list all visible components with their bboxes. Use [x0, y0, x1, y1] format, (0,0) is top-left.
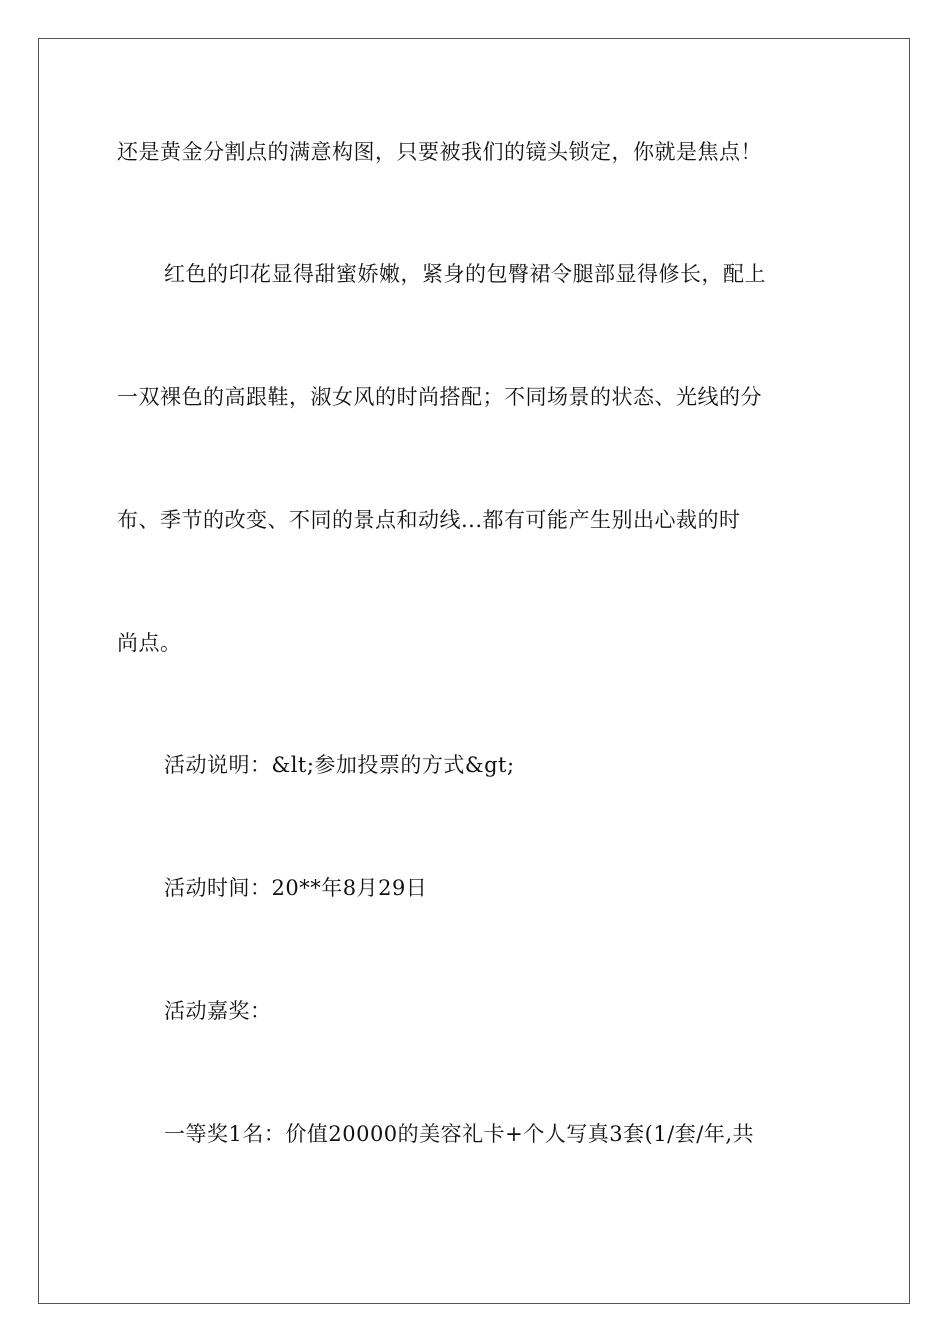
paragraph-line-5: 尚点。: [117, 631, 182, 655]
paragraph-line-4: 布、季节的改变、不同的景点和动线...都有可能产生别出心裁的时: [117, 508, 741, 532]
paragraph-line-3: 一双裸色的高跟鞋，淑女风的时尚搭配；不同场景的状态、光线的分: [117, 385, 762, 409]
activity-description: 活动说明：&lt;参加投票的方式&gt;: [164, 753, 515, 777]
page-border: [38, 38, 910, 1304]
activity-awards-heading: 活动嘉奖：: [164, 999, 272, 1023]
first-prize-line: 一等奖1名：价值20000的美容礼卡+个人写真3套(1/套/年,共: [164, 1122, 754, 1146]
activity-time: 活动时间：20**年8月29日: [164, 876, 428, 900]
paragraph-line-2: 红色的印花显得甜蜜娇嫩，紧身的包臀裙令腿部显得修长，配上: [164, 262, 766, 286]
paragraph-line-1: 还是黄金分割点的满意构图，只要被我们的镜头锁定，你就是焦点！: [117, 140, 762, 164]
